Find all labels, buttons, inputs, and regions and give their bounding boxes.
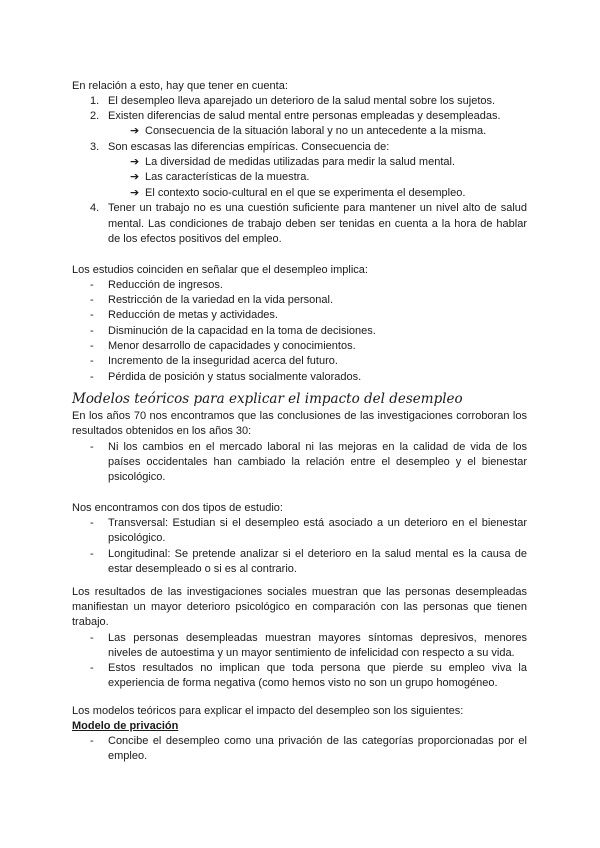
sub-item: La diversidad de medidas utilizadas para medir la salud mental. bbox=[145, 156, 456, 168]
list-number: 1. bbox=[90, 95, 100, 107]
list-item: Reducción de metas y actividades. bbox=[108, 309, 278, 321]
arrow-icon: ➔ bbox=[130, 187, 140, 199]
list-number: 4. bbox=[90, 202, 100, 214]
dash-bullet: - bbox=[90, 279, 94, 291]
dash-bullet: - bbox=[90, 548, 94, 560]
arrow-icon: ➔ bbox=[130, 171, 140, 183]
bullet-line: psicológico. bbox=[108, 471, 166, 483]
intro-text: En relación a esto, hay que tener en cuenta: bbox=[72, 80, 288, 92]
dash-bullet: - bbox=[90, 662, 94, 674]
list-item: Reducción de ingresos. bbox=[108, 279, 223, 291]
list-number: 2. bbox=[90, 110, 100, 122]
dash-bullet: - bbox=[90, 735, 94, 747]
dash-bullet: - bbox=[90, 325, 94, 337]
bullet-line: psicológico. bbox=[108, 532, 166, 544]
sub-item: Las características de la muestra. bbox=[145, 171, 310, 183]
model-title: Modelo de privación bbox=[72, 720, 179, 732]
list-item: Pérdida de posición y status socialmente valorados. bbox=[108, 371, 362, 383]
dash-bullet: - bbox=[90, 371, 94, 383]
bullet-line: Transversal: Estudian si el desempleo está asociado a un deterioro en el bienestar bbox=[108, 517, 527, 529]
dash-bullet: - bbox=[90, 632, 94, 644]
paragraph-line: Los resultados de las investigaciones sociales muestran que las personas desempleadas bbox=[72, 586, 527, 598]
paragraph-line: Nos encontramos con dos tipos de estudio: bbox=[72, 502, 283, 514]
arrow-icon: ➔ bbox=[130, 125, 140, 137]
dash-bullet: - bbox=[90, 294, 94, 306]
dash-bullet: - bbox=[90, 340, 94, 352]
section-heading: Modelos teóricos para explicar el impacto del desempleo bbox=[72, 391, 463, 407]
sub-item: El contexto socio-cultural en el que se experimenta el desempleo. bbox=[145, 187, 466, 199]
paragraph-line: manifiestan un mayor deterioro psicológico en comparación con las personas que tienen bbox=[72, 601, 527, 613]
bullet-line: experiencia de forma negativa (como hemos visto no son un grupo homogéneo. bbox=[108, 677, 498, 689]
bullet-line: Concibe el desempleo como una privación de las categorías proporcionadas por el bbox=[108, 735, 527, 747]
list-item: Restricción de la variedad en la vida personal. bbox=[108, 294, 334, 306]
bullet-line: Longitudinal: Se pretende analizar si el deterioro en la salud mental es la causa de bbox=[108, 548, 527, 560]
numbered-item: Existen diferencias de salud mental entre personas empleadas y desempleadas. bbox=[108, 110, 501, 122]
numbered-item-line: de los efectos positivos del empleo. bbox=[108, 233, 282, 245]
numbered-item: Son escasas las diferencias empíricas. Consecuencia de: bbox=[108, 141, 390, 153]
numbered-item-line: Tener un trabajo no es una cuestión suficiente para mantener un nivel alto de salud bbox=[108, 202, 527, 214]
numbered-item: El desempleo lleva aparejado un deterioro de la salud mental sobre los sujetos. bbox=[108, 95, 496, 107]
paragraph-line: Los modelos teóricos para explicar el impacto del desempleo son los siguientes: bbox=[72, 705, 464, 717]
bullet-line: países occidentales han cambiado la relación entre el desempleo y el bienestar bbox=[108, 456, 527, 468]
paragraph-line: En los años 70 nos encontramos que las conclusiones de las investigaciones corroboran los bbox=[72, 410, 527, 422]
list-item: Disminución de la capacidad en la toma de decisiones. bbox=[108, 325, 376, 337]
numbered-item-line: mental. Las condiciones de trabajo deben ser tenidas en cuenta a la hora de hablar bbox=[108, 218, 527, 230]
arrow-icon: ➔ bbox=[130, 156, 140, 168]
bullet-line: Estos resultados no implican que toda persona que pierde su empleo viva la bbox=[108, 662, 527, 674]
dash-bullet: - bbox=[90, 355, 94, 367]
dash-bullet: - bbox=[90, 309, 94, 321]
sub-item: Consecuencia de la situación laboral y no un antecedente a la misma. bbox=[145, 125, 487, 137]
dash-bullet: - bbox=[90, 517, 94, 529]
bullet-line: empleo. bbox=[108, 750, 148, 762]
dash-bullet: - bbox=[90, 441, 94, 453]
bullet-line: Las personas desempleadas muestran mayores síntomas depresivos, menores bbox=[108, 632, 527, 644]
list-number: 3. bbox=[90, 141, 100, 153]
list-item: Incremento de la inseguridad acerca del futuro. bbox=[108, 355, 338, 367]
paragraph-line: resultados obtenidos en los años 30: bbox=[72, 425, 252, 437]
paragraph-line: trabajo. bbox=[72, 616, 109, 628]
bullet-line: Ni los cambios en el mercado laboral ni las mejoras en la calidad de vida de los bbox=[108, 441, 527, 453]
bullet-line: niveles de autoestima y un mayor sentimiento de infelicidad con respecto a su vida. bbox=[108, 647, 515, 659]
list-item: Menor desarrollo de capacidades y conocimientos. bbox=[108, 340, 356, 352]
studies-intro: Los estudios coinciden en señalar que el desempleo implica: bbox=[72, 264, 368, 276]
bullet-line: estar desempleado o si es al contrario. bbox=[108, 563, 297, 575]
